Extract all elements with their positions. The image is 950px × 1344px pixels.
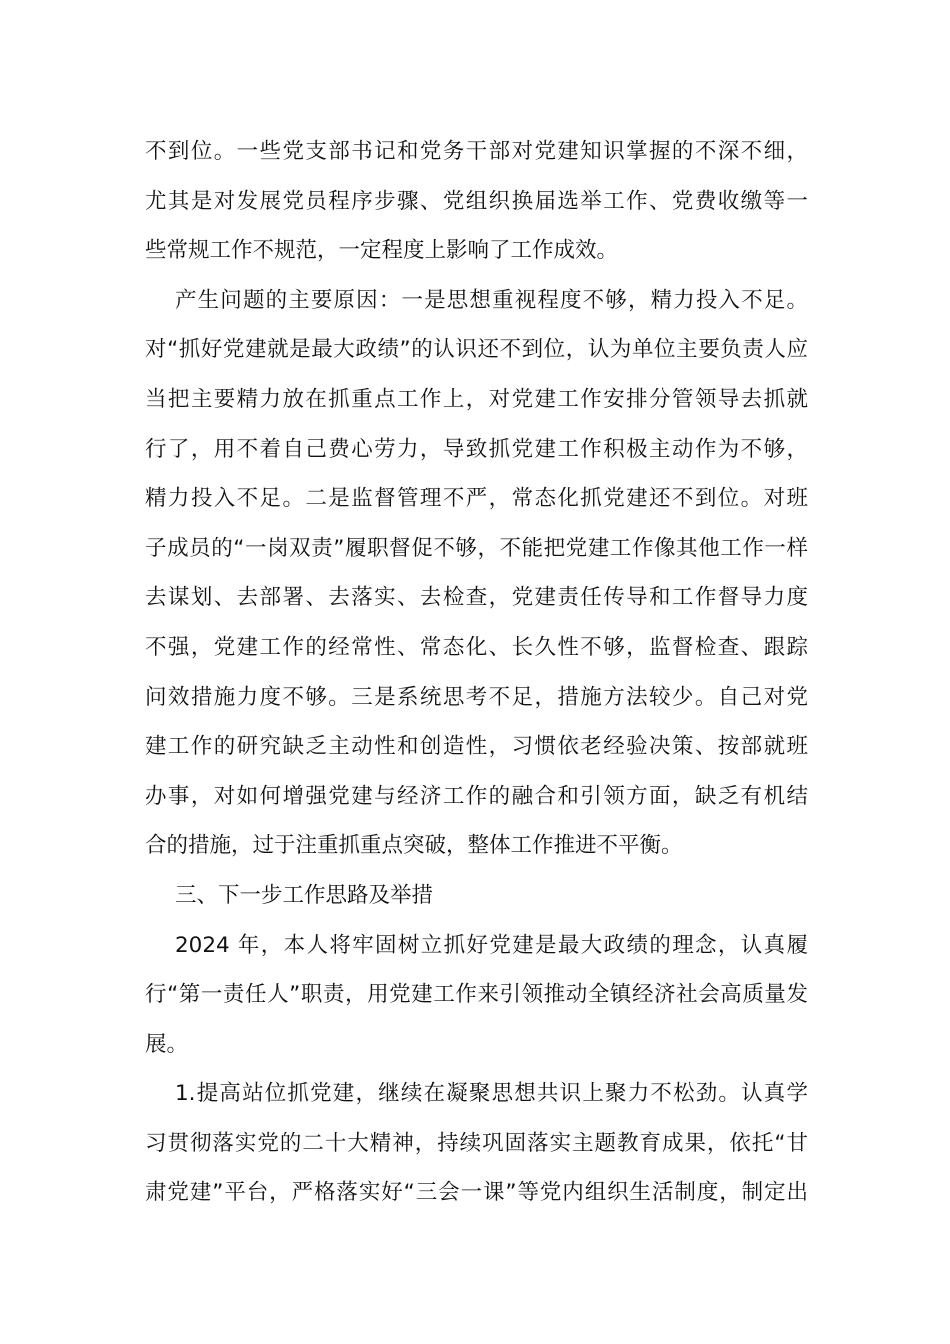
text-line: 合的措施，过于注重抓重点突破，整体工作推进不平衡。	[145, 833, 683, 859]
text-line: 精力投入不足。二是监督管理不严，常态化抓党建还不到位。对班	[145, 486, 808, 512]
text-line: 不强，党建工作的经常性、常态化、长久性不够，监督检查、跟踪	[145, 634, 808, 660]
text-line: 当把主要精力放在抓重点工作上，对党建工作安排分管领导去抓就	[145, 386, 808, 412]
text-line: 不到位。一些党支部书记和党务干部对党建知识掌握的不深不细，	[145, 139, 808, 164]
text-line: 行了，用不着自己费心劳力，导致抓党建工作积极主动作为不够，	[145, 436, 808, 462]
text-line: 习贯彻落实党的二十大精神，持续巩固落实主题教育成果，依托“甘	[145, 1130, 808, 1156]
text-line: 产生问题的主要原因：一是思想重视程度不够，精力投入不足。	[175, 287, 808, 313]
text-line: 些常规工作不规范，一定程度上影响了工作成效。	[145, 238, 619, 264]
text-line: 对“抓好党建就是最大政绩”的认识还不到位，认为单位主要负责人应	[145, 337, 808, 363]
text-line: 办事，对如何增强党建与经济工作的融合和引领方面，缺乏有机结	[145, 783, 808, 809]
text-line: 行“第一责任人”职责，用党建工作来引领推动全镇经济社会高质量发	[145, 982, 808, 1008]
text-line: 问效措施力度不够。三是系统思考不足，措施方法较少。自己对党	[145, 684, 808, 710]
text-line: 2024 年，本人将牢固树立抓好党建是最大政绩的理念，认真履	[175, 932, 808, 958]
text-line: 1.提高站位抓党建，继续在凝聚思想共识上聚力不松劲。认真学	[175, 1081, 808, 1107]
text-line: 去谋划、去部署、去落实、去检查，党建责任传导和工作督导力度	[145, 585, 808, 611]
text-line: 肃党建”平台，严格落实好“三会一课”等党内组织生活制度，制定出	[145, 1180, 808, 1206]
document-body	[145, 127, 808, 1218]
text-line: 子成员的“一岗双责”履职督促不够，不能把党建工作像其他工作一样	[145, 535, 808, 561]
section-heading: 三、下一步工作思路及举措	[175, 882, 434, 908]
text-line: 尤其是对发展党员程序步骤、党组织换届选举工作、党费收缴等一	[145, 188, 808, 214]
text-line: 展。	[145, 1031, 189, 1057]
text-line: 建工作的研究缺乏主动性和创造性，习惯依老经验决策、按部就班	[145, 734, 808, 760]
